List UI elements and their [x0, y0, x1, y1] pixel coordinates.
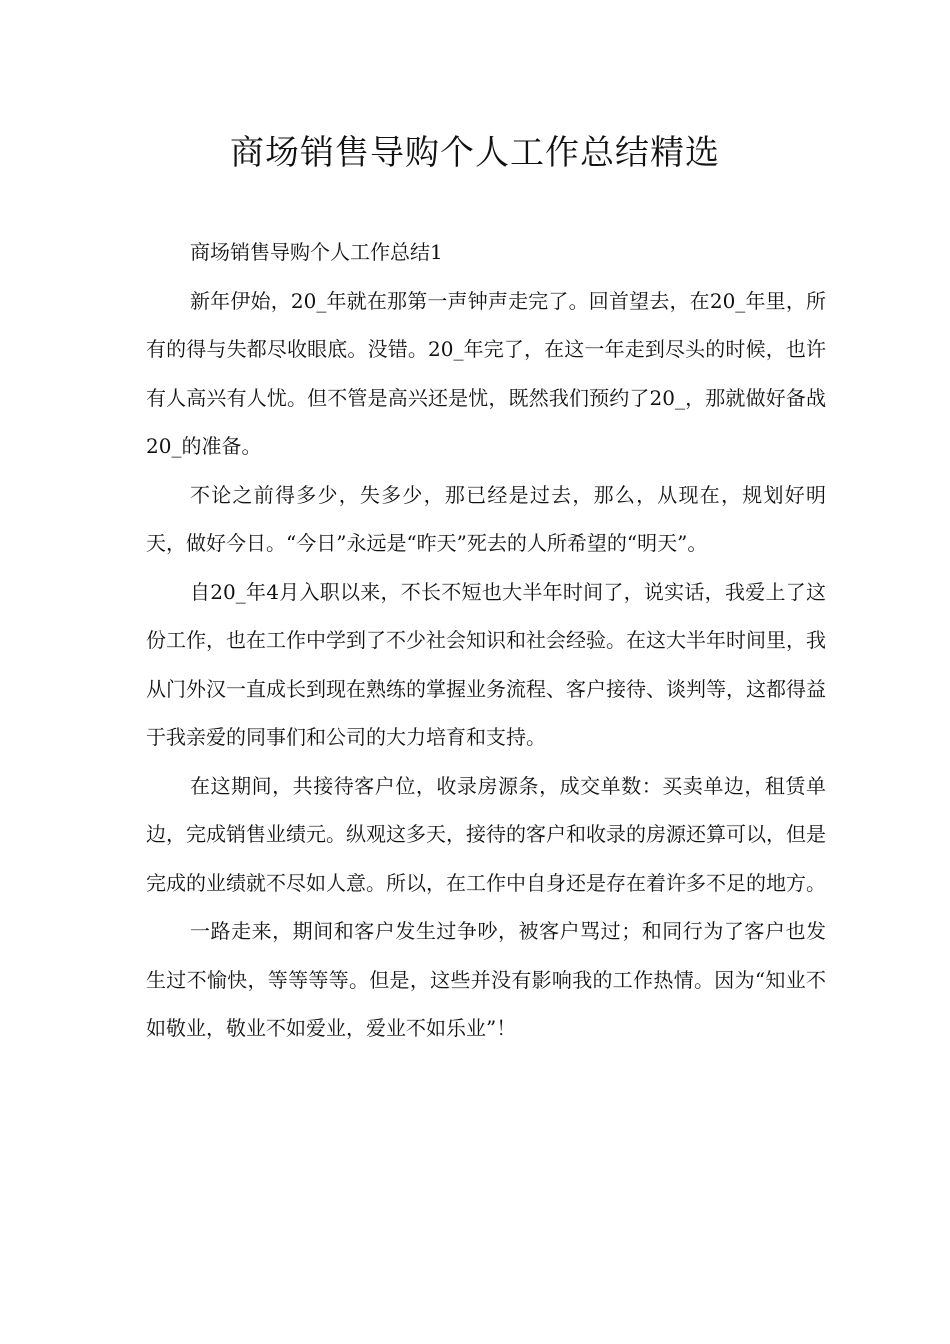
section-heading: 商场销售导购个人工作总结1 — [190, 240, 443, 264]
document-body — [146, 228, 826, 1053]
paragraph-performance: 在这期间，共接待客户位，收录房源条，成交单数：买卖单边，租赁单边，完成销售业绩元。纵观这多天，接待的客户和收录的房源还算可以，但是完成的业绩就不尽如人意。所以，在工作中自身还是存在着许多不足的地方。 — [146, 773, 826, 895]
document-title: 商场销售导购个人工作总结精选 — [230, 133, 720, 173]
paragraph-journey: 一路走来，期间和客户发生过争吵，被客户骂过；和同行为了客户也发生过不愉快，等等等等。但是，这些并没有影响我的工作热情。因为“知业不如敬业，敬业不如爱业，爱业不如乐业”！ — [146, 919, 826, 1040]
paragraph-new-year: 新年伊始，20_年就在那第一声钟声走完了。回首望去，在20_年里，所有的得与失都尽收眼底。没错。20_年完了，在这一年走到尽头的时候，也许有人高兴有人忧。但不管是高兴还是忧，既然我们预约了20_，那就做好备战20_的准备。 — [146, 288, 826, 458]
paragraph-tomorrow: 不论之前得多少，失多少，那已经是过去，那么，从现在，规划好明天，做好今日。“今日”永远是“昨天”死去的人所希望的“明天”。 — [146, 482, 826, 555]
paragraph-joining: 自20_年4月入职以来，不长不短也大半年时间了，说实话，我爱上了这份工作，也在工作中学到了不少社会知识和社会经验。在这大半年时间里，我从门外汉一直成长到现在熟练的掌握业务流程、客户接待、谈判等，这都得益于我亲爱的同事们和公司的大力培育和支持。 — [146, 579, 826, 749]
